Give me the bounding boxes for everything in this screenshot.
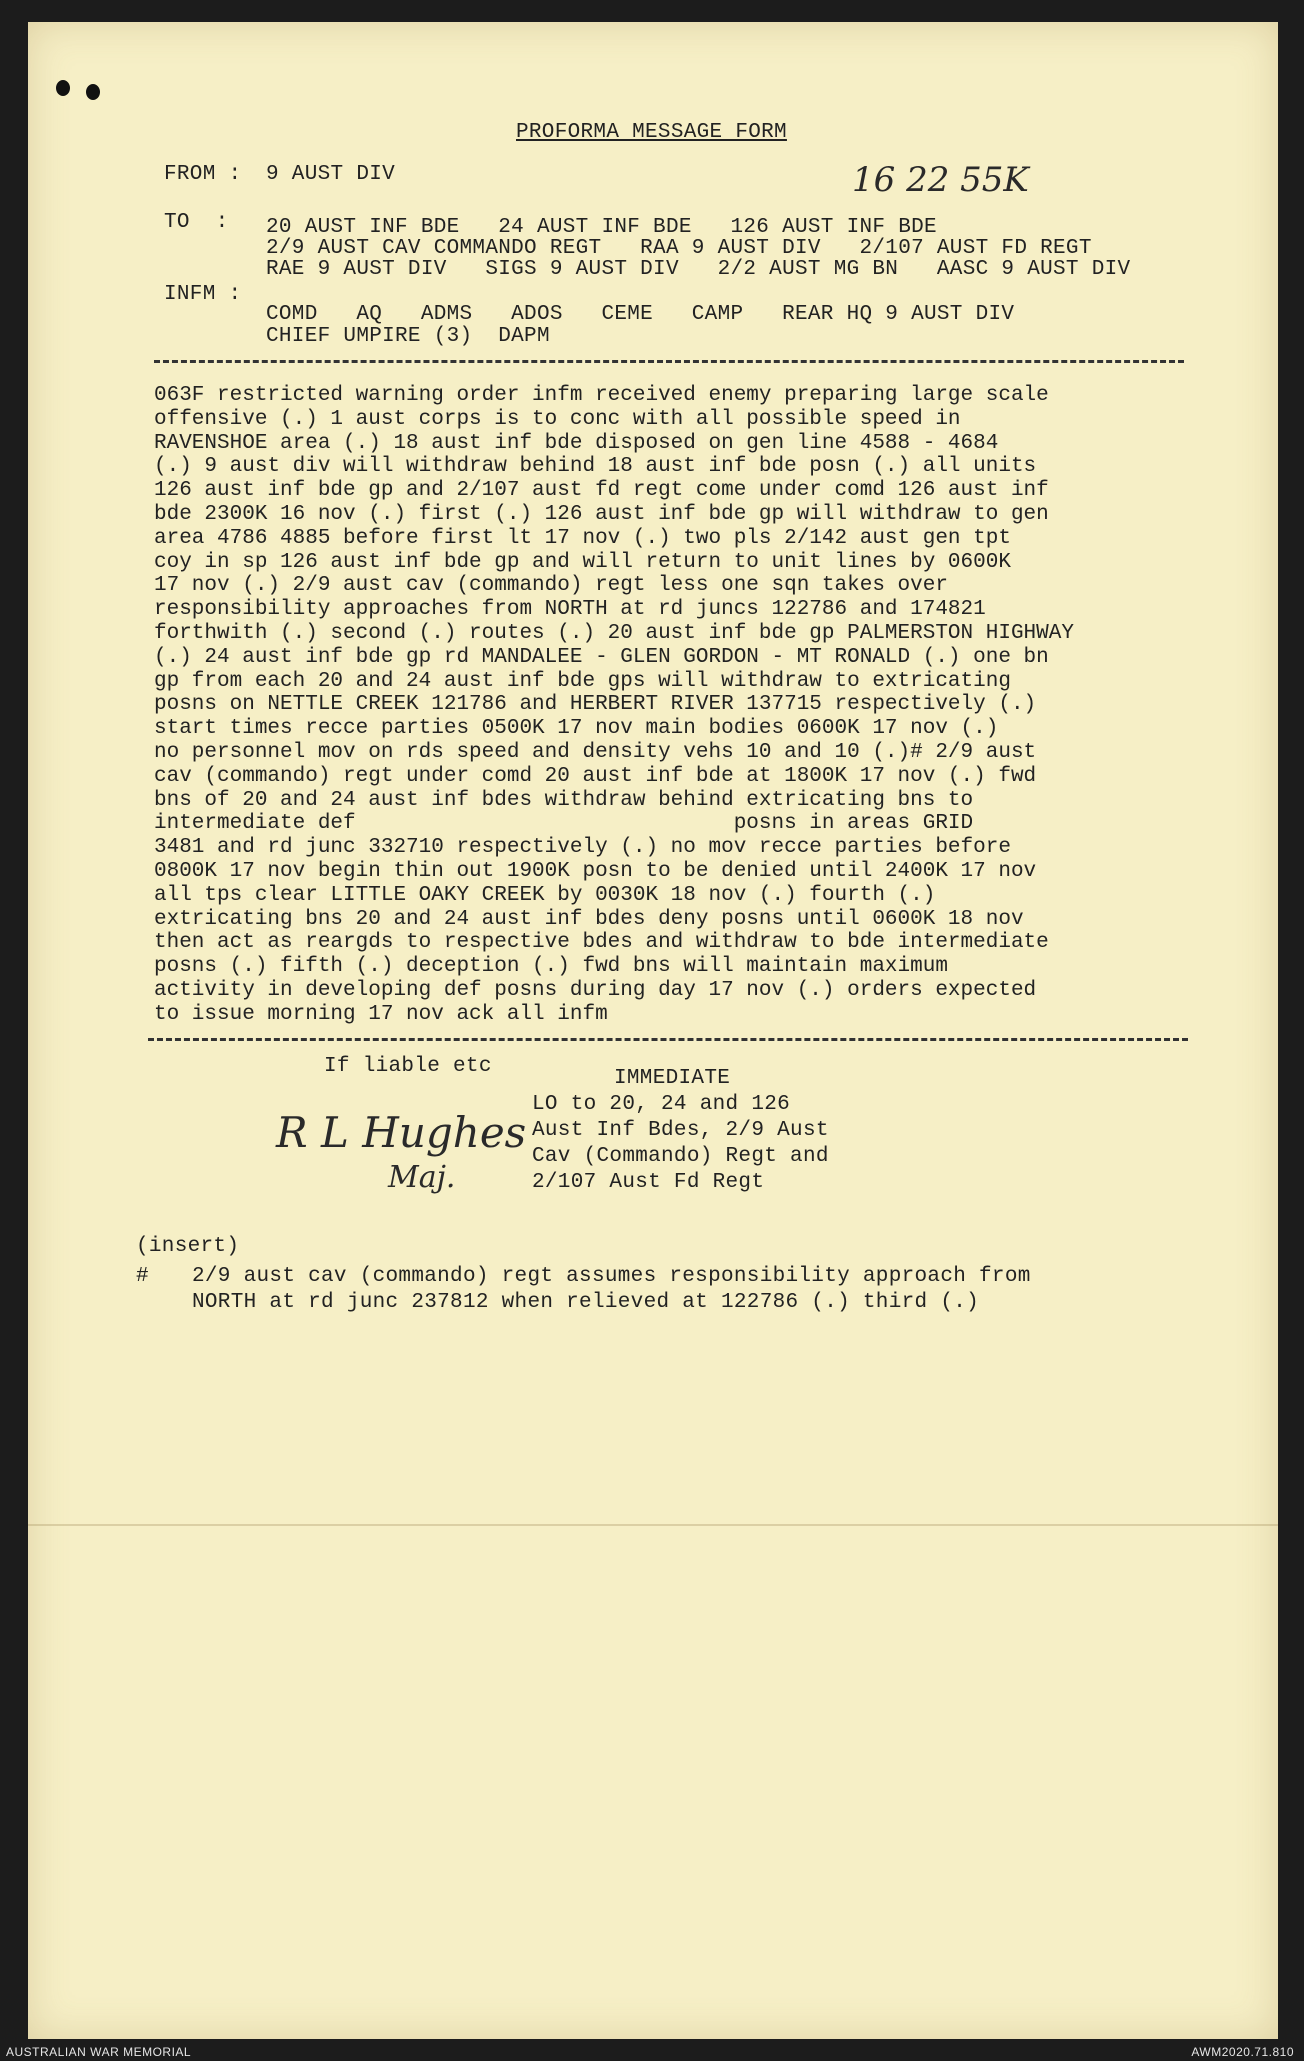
precedence-line: LO to 20, 24 and 126 [532, 1093, 791, 1116]
message-line: bde 2300K 16 nov (.) first (.) 126 aust inf bde gp will withdraw to gen [154, 503, 1049, 526]
infm-line: CHIEF UMPIRE (3) DAPM [266, 325, 550, 348]
message-line: cav (commando) regt under comd 20 aust inf bde at 1800K 17 nov (.) fwd [154, 764, 1037, 788]
infm-label: INFM : [164, 283, 242, 306]
message-line: posns (.) fifth (.) deception (.) fwd bns will maintain maximum [154, 955, 948, 979]
message-line: forthwith (.) second (.) routes (.) 20 aust inf bde gp PALMERSTON HIGHWAY [154, 622, 1074, 645]
divider-bottom [148, 1038, 1188, 1041]
insert-label: (insert) [136, 1235, 240, 1258]
if-liable-text: If liable etc [324, 1055, 492, 1078]
message-line: activity in developing def posns during day 17 nov (.) orders expected [154, 979, 1037, 1002]
message-line: offensive (.) 1 aust corps is to conc with all possible speed in [154, 407, 961, 431]
message-line: all tps clear LITTLE OAKY CREEK by 0030K 18 nov (.) fourth (.) [154, 883, 936, 907]
message-line: 126 aust inf bde gp and 2/107 aust fd regt come under comd 126 aust inf [154, 479, 1049, 503]
punch-hole [86, 84, 100, 100]
from-label: FROM : [164, 163, 242, 186]
insert-line: 2/9 aust cav (commando) regt assumes responsibility approach from [192, 1265, 1031, 1288]
message-line: extricating bns 20 and 24 aust inf bdes deny posns until 0600K 18 nov [154, 907, 1024, 931]
message-line: then act as reargds to respective bdes and withdraw to bde intermediate [154, 931, 1049, 955]
message-line: 0800K 17 nov begin thin out 1900K posn to be denied until 2400K 17 nov [154, 860, 1037, 883]
message-line: coy in sp 126 aust inf bde gp and will return to unit lines by 0600K [154, 550, 1011, 574]
to-label: TO : [164, 211, 229, 234]
message-line: 17 nov (.) 2/9 aust cav (commando) regt less one sqn takes over [154, 574, 948, 598]
precedence-line: 2/107 Aust Fd Regt [532, 1171, 765, 1194]
message-line: 063F restricted warning order infm received enemy preparing large scale [154, 384, 1049, 407]
message-line: no personnel mov on rds speed and density vehs 10 and 10 (.)# 2/9 aust [154, 741, 1037, 764]
to-line: 20 AUST INF BDE 24 AUST INF BDE 126 AUST INF BDE [266, 216, 937, 239]
handwritten-signature: R L Hughes [276, 1108, 527, 1157]
message-line: start times recce parties 0500K 17 nov main bodies 0600K 17 nov (.) [154, 717, 999, 741]
message-form-page [28, 22, 1278, 2039]
message-line: (.) 9 aust div will withdraw behind 18 aust inf bde posn (.) all units [154, 455, 1037, 479]
message-line: RAVENSHOE area (.) 18 aust inf bde disposed on gen line 4588 - 4684 [154, 431, 999, 455]
message-line: 3481 and rd junc 332710 respectively (.) no mov recce parties before [154, 836, 1011, 860]
message-line: to issue morning 17 nov ack all infm [154, 1002, 608, 1026]
insert-marker: # [136, 1265, 149, 1288]
footer-right: AWM2020.71.810 [1191, 2045, 1294, 2059]
footer-left: AUSTRALIAN WAR MEMORIAL [6, 2045, 192, 2059]
divider-top [154, 360, 1184, 363]
form-title: PROFORMA MESSAGE FORM [516, 121, 787, 144]
paper-fold [28, 1524, 1278, 1526]
precedence-heading: IMMEDIATE [614, 1067, 731, 1090]
message-line: intermediate def posns in areas GRID [154, 812, 974, 836]
message-line: responsibility approaches from NORTH at rd juncs 122786 and 174821 [154, 598, 986, 622]
precedence-line: Aust Inf Bdes, 2/9 Aust [532, 1119, 829, 1142]
message-line: area 4786 4885 before first lt 17 nov (.) two pls 2/142 aust gen tpt [154, 526, 1011, 550]
from-value: 9 AUST DIV [266, 163, 396, 186]
infm-line: COMD AQ ADMS ADOS CEME CAMP REAR HQ 9 AUST DIV [266, 303, 1015, 326]
message-line: posns on NETTLE CREEK 121786 and HERBERT RIVER 137715 respectively (.) [154, 693, 1037, 717]
message-line: gp from each 20 and 24 aust inf bde gps will withdraw to extricating [154, 669, 1011, 693]
handwritten-number: 16 22 55K [852, 160, 1029, 200]
precedence-line: Cav (Commando) Regt and [532, 1145, 829, 1168]
message-line: (.) 24 aust inf bde gp rd MANDALEE - GLEN GORDON - MT RONALD (.) one bn [154, 645, 1049, 669]
to-line: 2/9 AUST CAV COMMANDO REGT RAA 9 AUST DIV 2/107 AUST FD REGT [266, 237, 1092, 260]
message-line: bns of 20 and 24 aust inf bdes withdraw behind extricating bns to [154, 788, 974, 812]
insert-line: NORTH at rd junc 237812 when relieved at 122786 (.) third (.) [192, 1291, 980, 1314]
punch-hole [56, 80, 70, 96]
handwritten-rank: Maj. [388, 1160, 456, 1195]
to-line: RAE 9 AUST DIV SIGS 9 AUST DIV 2/2 AUST MG BN AASC 9 AUST DIV [266, 258, 1131, 281]
